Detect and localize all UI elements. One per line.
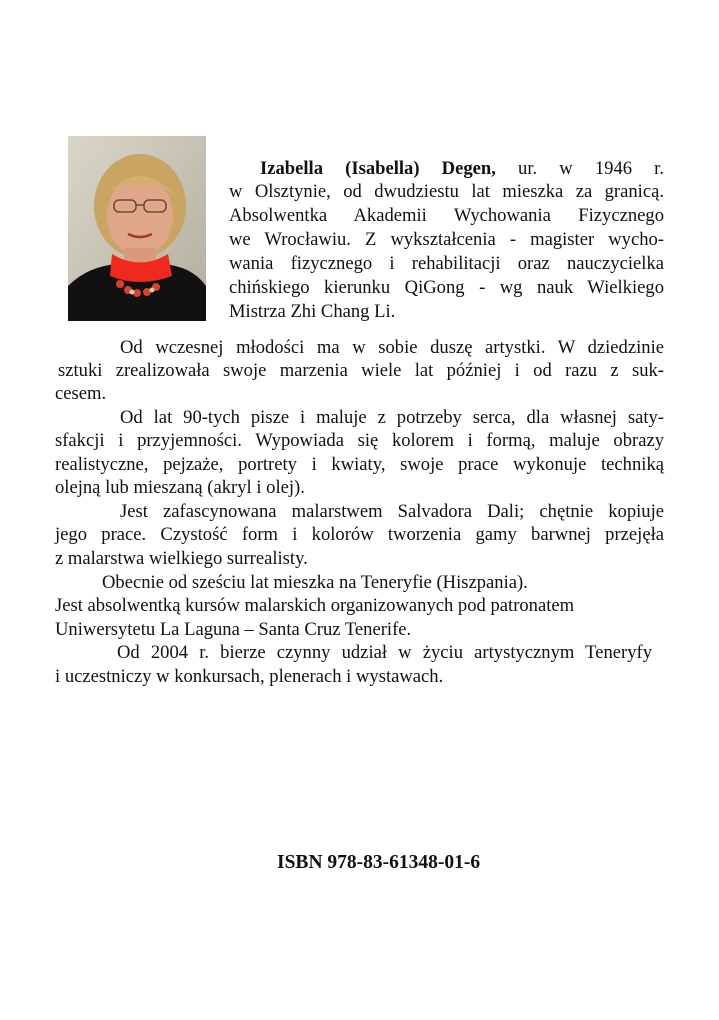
body-line: Jest zafascynowana malarstwem Salvadora Dali; chętnie kopiuje [120, 501, 664, 522]
portrait-image [68, 136, 206, 321]
body-line: sztuki zrealizowała swoje marzenia wiele lat później i od razu z suk- [58, 360, 664, 381]
bio-intro-line-1 [260, 158, 664, 180]
body-line: Od lat 90-tych pisze i maluje z potrzeby serca, dla własnej saty- [120, 407, 664, 428]
body-line: Od 2004 r. bierze czynny udział w życiu artystycznym Teneryfy [117, 642, 652, 663]
author-name: Izabella (Isabella) Degen, [260, 158, 496, 179]
birth-info: ur. w 1946 r. [495, 158, 664, 179]
isbn-number: ISBN 978-83-61348-01-6 [277, 852, 481, 873]
bio-intro-line-4: we Wrocławiu. Z wykształcenia - magister wycho- [229, 229, 664, 250]
body-line: sfakcji i przyjemności. Wypowiada się kolorem i formą, maluje obrazy [55, 430, 664, 451]
bio-intro-line-2: w Olsztynie, od dwudziestu lat mieszka za granicą. [229, 181, 664, 202]
bio-intro-line-3: Absolwentka Akademii Wychowania Fizycznego [229, 205, 664, 226]
bio-intro-line-7: Mistrza Zhi Chang Li. [229, 301, 396, 322]
body-line: i uczestniczy w konkursach, plenerach i wystawach. [55, 666, 444, 687]
body-line: Jest absolwentką kursów malarskich organizowanych pod patronatem [55, 595, 575, 616]
bio-intro-line-5: wania fizycznego i rehabilitacji oraz nauczycielka [229, 253, 664, 274]
body-line: Uniwersytetu La Laguna – Santa Cruz Tenerife. [55, 619, 412, 640]
body-line: olejną lub mieszaną (akryl i olej). [55, 477, 305, 498]
bio-intro-line-6: chińskiego kierunku QiGong - wg nauk Wielkiego [229, 277, 664, 298]
author-photo [68, 136, 206, 321]
body-line: jego prace. Czystość form i kolorów tworzenia gamy barwnej przejęła [55, 524, 664, 545]
body-line: cesem. [55, 383, 107, 404]
body-line: Od wczesnej młodości ma w sobie duszę artystki. W dziedzinie [120, 337, 664, 358]
body-line: Obecnie od sześciu lat mieszka na Teneryfie (Hiszpania). [102, 572, 528, 593]
body-line: z malarstwa wielkiego surrealisty. [55, 548, 308, 569]
body-line: realistyczne, pejzaże, portrety i kwiaty, swoje prace wykonuje techniką [55, 454, 664, 475]
